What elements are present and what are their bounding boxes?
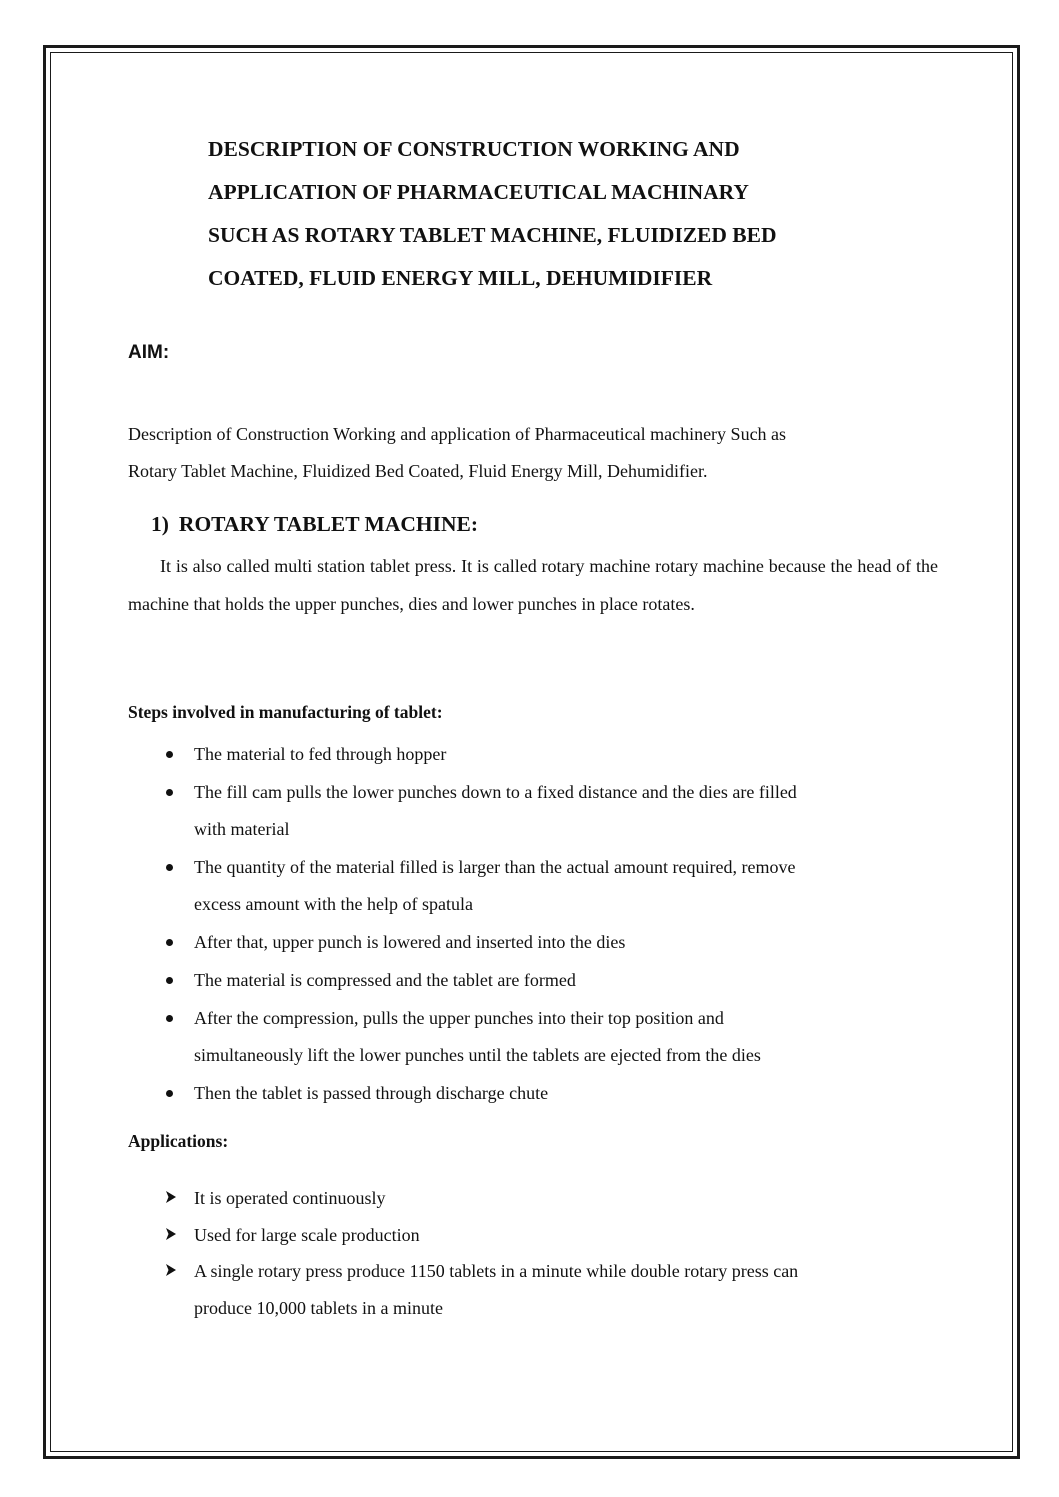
document-title xyxy=(208,128,908,300)
list-item-line: Used for large scale production xyxy=(194,1224,420,1245)
title-line: SUCH AS ROTARY TABLET MACHINE, FLUIDIZED BED xyxy=(208,223,777,247)
list-item xyxy=(128,1075,948,1112)
list-item-line: The material to fed through hopper xyxy=(194,744,447,764)
list-item-line: Then the tablet is passed through discharge chute xyxy=(194,1083,549,1103)
list-item xyxy=(128,1000,948,1074)
aim-text-line: Rotary Tablet Machine, Fluidized Bed Coated, Fluid Energy Mill, Dehumidifier. xyxy=(128,461,708,481)
bullet-dot-icon xyxy=(166,789,173,796)
bullet-dot-icon xyxy=(166,977,173,984)
list-item xyxy=(128,1217,948,1254)
list-item xyxy=(128,924,948,961)
section-title: ROTARY TABLET MACHINE: xyxy=(178,512,479,536)
bullet-dot-icon xyxy=(166,864,173,871)
applications-list xyxy=(128,1180,948,1326)
steps-heading: Steps involved in manufacturing of tablet: xyxy=(128,702,443,722)
arrowhead-bullet-icon xyxy=(164,1190,178,1204)
title-line: APPLICATION OF PHARMACEUTICAL MACHINARY xyxy=(208,180,749,204)
list-item xyxy=(128,736,948,773)
aim-text-line: Description of Construction Working and application of Pharmaceutical machinery Such as xyxy=(128,424,787,444)
list-item-line: The quantity of the material filled is larger than the actual amount required, remove xyxy=(194,857,796,877)
list-item xyxy=(128,1180,948,1217)
section-heading xyxy=(151,512,478,537)
list-item xyxy=(128,774,948,848)
list-item-line: excess amount with the help of spatula xyxy=(194,894,473,914)
list-item-line: The material is compressed and the tablet are formed xyxy=(194,970,576,990)
list-item xyxy=(128,1253,948,1326)
list-item-line: After the compression, pulls the upper punches into their top position and xyxy=(194,1008,724,1028)
bullet-dot-icon xyxy=(166,939,173,946)
list-item-line: It is operated continuously xyxy=(194,1188,386,1208)
aim-heading: AIM: xyxy=(128,342,170,363)
title-line: COATED, FLUID ENERGY MILL, DEHUMIDIFIER xyxy=(208,266,713,290)
bullet-dot-icon xyxy=(166,751,173,758)
list-item xyxy=(128,962,948,999)
list-item-line: with material xyxy=(194,819,290,839)
list-item-line: After that, upper punch is lowered and inserted into the dies xyxy=(194,932,626,952)
steps-list xyxy=(128,736,948,1113)
list-item-line: A single rotary press produce 1150 tablets in a minute while double rotary press can xyxy=(194,1261,799,1281)
list-item xyxy=(128,849,948,923)
list-item-line: produce 10,000 tablets in a minute xyxy=(194,1297,443,1318)
arrowhead-bullet-icon xyxy=(164,1263,178,1277)
title-line: DESCRIPTION OF CONSTRUCTION WORKING AND xyxy=(208,137,740,161)
bullet-dot-icon xyxy=(166,1015,173,1022)
applications-heading: Applications: xyxy=(128,1131,229,1151)
section-number: 1) xyxy=(151,512,169,536)
arrowhead-bullet-icon xyxy=(164,1227,178,1241)
list-item-line: The fill cam pulls the lower punches down to a fixed distance and the dies are filled xyxy=(194,782,797,802)
list-item-line: simultaneously lift the lower punches until the tablets are ejected from the dies xyxy=(194,1045,761,1065)
aim-text xyxy=(128,416,938,490)
section-intro: It is also called multi station tablet press. It is called rotary machine rotary machine because the head of the machine that holds the upper punches, dies and lower punches in place rotates. xyxy=(128,556,938,614)
bullet-dot-icon xyxy=(166,1090,173,1097)
